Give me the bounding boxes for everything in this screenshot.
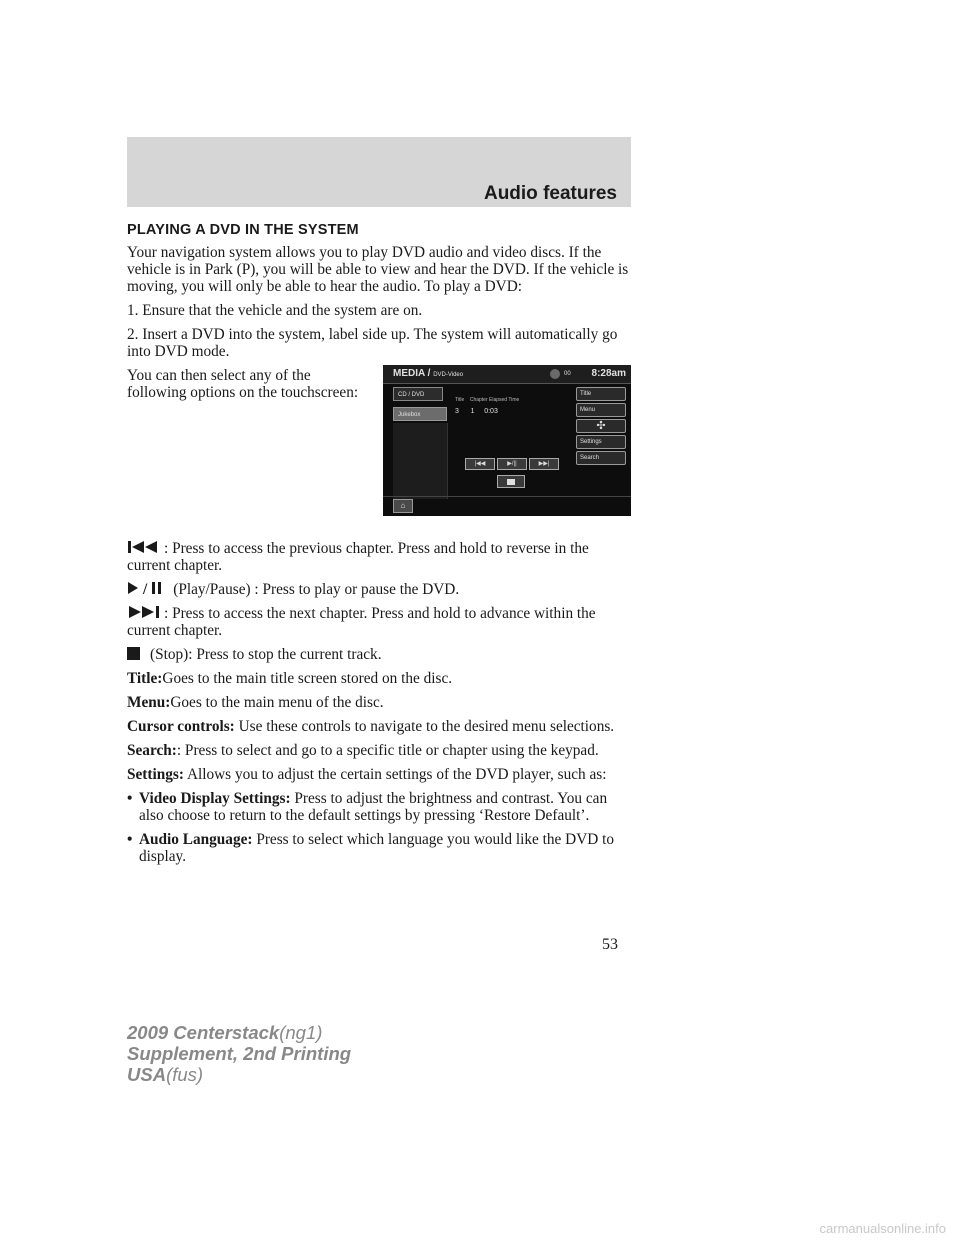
screen-ctrl-next: ▶▶|: [529, 458, 559, 470]
def-settings-term: Settings:: [127, 766, 184, 783]
def-title-desc: Goes to the main title screen stored on the disc.: [162, 670, 453, 687]
def-title: [127, 670, 633, 687]
pause-icon: [151, 581, 163, 595]
bullet-mark: •: [127, 790, 133, 807]
bullet-audio-language: [127, 831, 633, 865]
footer: [127, 1022, 351, 1085]
def-title-term: Title:: [127, 670, 163, 687]
page-content: [127, 222, 633, 872]
play-pause-slash: /: [143, 581, 148, 598]
control-next: [127, 605, 633, 639]
screen-btn-search: Search: [576, 451, 626, 465]
page-number: 53: [602, 936, 618, 953]
control-play-desc: (Play/Pause) : Press to play or pause the DVD.: [173, 581, 460, 598]
def-search: [127, 742, 633, 759]
def-cursor: [127, 718, 633, 735]
screen-subtitle: DVD-Video: [433, 372, 464, 378]
control-prev: [127, 540, 633, 574]
footer-code-1: (ng1): [279, 1022, 323, 1043]
def-cursor-term: Cursor controls:: [127, 718, 235, 735]
def-menu-term: Menu:: [127, 694, 171, 711]
stop-icon: [127, 647, 140, 660]
def-menu: [127, 694, 633, 711]
bullet-mark: •: [127, 831, 133, 848]
screen-title-main: MEDIA /: [393, 368, 431, 379]
options-block: [127, 367, 633, 540]
control-stop: [127, 646, 633, 663]
screen-col-title: Title: [455, 397, 465, 403]
footer-line-2: Supplement, 2nd Printing: [127, 1043, 352, 1064]
screen-val-title: 3: [455, 408, 459, 415]
step-2: 2. Insert a DVD into the system, label side up. The system will automatically go into DVD mode.: [127, 326, 618, 360]
screen-clock: 8:28am: [591, 368, 626, 379]
screen-col-elapsed: Elapsed Time: [489, 397, 520, 403]
screen-home-icon: ⌂: [393, 499, 413, 513]
previous-chapter-icon: [127, 540, 161, 554]
control-play-pause: [127, 581, 633, 598]
control-next-desc: : Press to access the next chapter. Press and hold to advance within the current chapter.: [127, 605, 596, 639]
footer-region: USA: [127, 1064, 167, 1085]
def-search-desc: : Press to select and go to a specific title or chapter using the keypad.: [176, 742, 599, 759]
def-cursor-desc: Use these controls to navigate to the desired menu selections.: [238, 718, 615, 735]
header-band: [127, 137, 631, 207]
screen-count: 00: [564, 371, 571, 377]
bullet-video-desc: Press to adjust the brightness and contrast. You can also choose to return to the default settings by pressing ‘Restore Default’.: [139, 790, 608, 824]
step-1: 1. Ensure that the vehicle and the system are on.: [127, 302, 423, 319]
options-intro: You can then select any of the following options on the touchscreen:: [127, 367, 359, 401]
screen-btn-title: Title: [576, 387, 626, 401]
screen-btn-cursor: ✣: [576, 419, 626, 433]
bullet-video-display: [127, 790, 633, 824]
bullet-audio-term: Audio Language:: [139, 831, 253, 848]
play-icon: [127, 581, 139, 595]
control-stop-desc: (Stop): Press to stop the current track.: [150, 646, 382, 663]
footer-line-1: [127, 1022, 351, 1043]
next-chapter-icon: [127, 605, 161, 619]
def-settings: [127, 766, 633, 783]
bullet-video-term: Video Display Settings:: [139, 790, 291, 807]
screen-val-elapsed: 0:03: [484, 408, 498, 415]
screen-tab-jukebox: Jukebox: [393, 407, 447, 421]
def-settings-desc: Allows you to adjust the certain settings of the DVD player, such as:: [186, 766, 607, 783]
watermark: carmanualsonline.info: [819, 1221, 946, 1236]
section-title: Audio features: [483, 183, 617, 204]
footer-line-3: [127, 1064, 351, 1085]
screen-ctrl-play-pause: ▶/||: [497, 458, 527, 470]
screen-ctrl-prev: |◀◀: [465, 458, 495, 470]
screen-btn-settings: Settings: [576, 435, 626, 449]
screen-col-chapter: Chapter: [469, 397, 488, 403]
def-search-term: Search:: [127, 742, 177, 759]
footer-title: 2009 Centerstack: [127, 1022, 280, 1043]
def-menu-desc: Goes to the main menu of the disc.: [170, 694, 384, 711]
intro-paragraph: Your navigation system allows you to play DVD audio and video discs. If the vehicle is in Park (P), you will be able to view and hear the DVD. If the vehicle is moving, you will only be able to hear the audio. To play a DVD:: [127, 244, 629, 295]
footer-code-2: (fus): [166, 1064, 204, 1085]
screen-btn-menu: Menu: [576, 403, 626, 417]
bullet-audio-desc: Press to select which language you would like the DVD to display.: [139, 831, 615, 865]
screen-tab-cd-dvd: CD / DVD: [393, 387, 443, 401]
screen-val-chapter: 1: [470, 408, 475, 415]
section-heading: PLAYING A DVD IN THE SYSTEM: [127, 222, 359, 238]
control-prev-desc: : Press to access the previous chapter. Press and hold to reverse in the current chapter.: [127, 540, 589, 574]
